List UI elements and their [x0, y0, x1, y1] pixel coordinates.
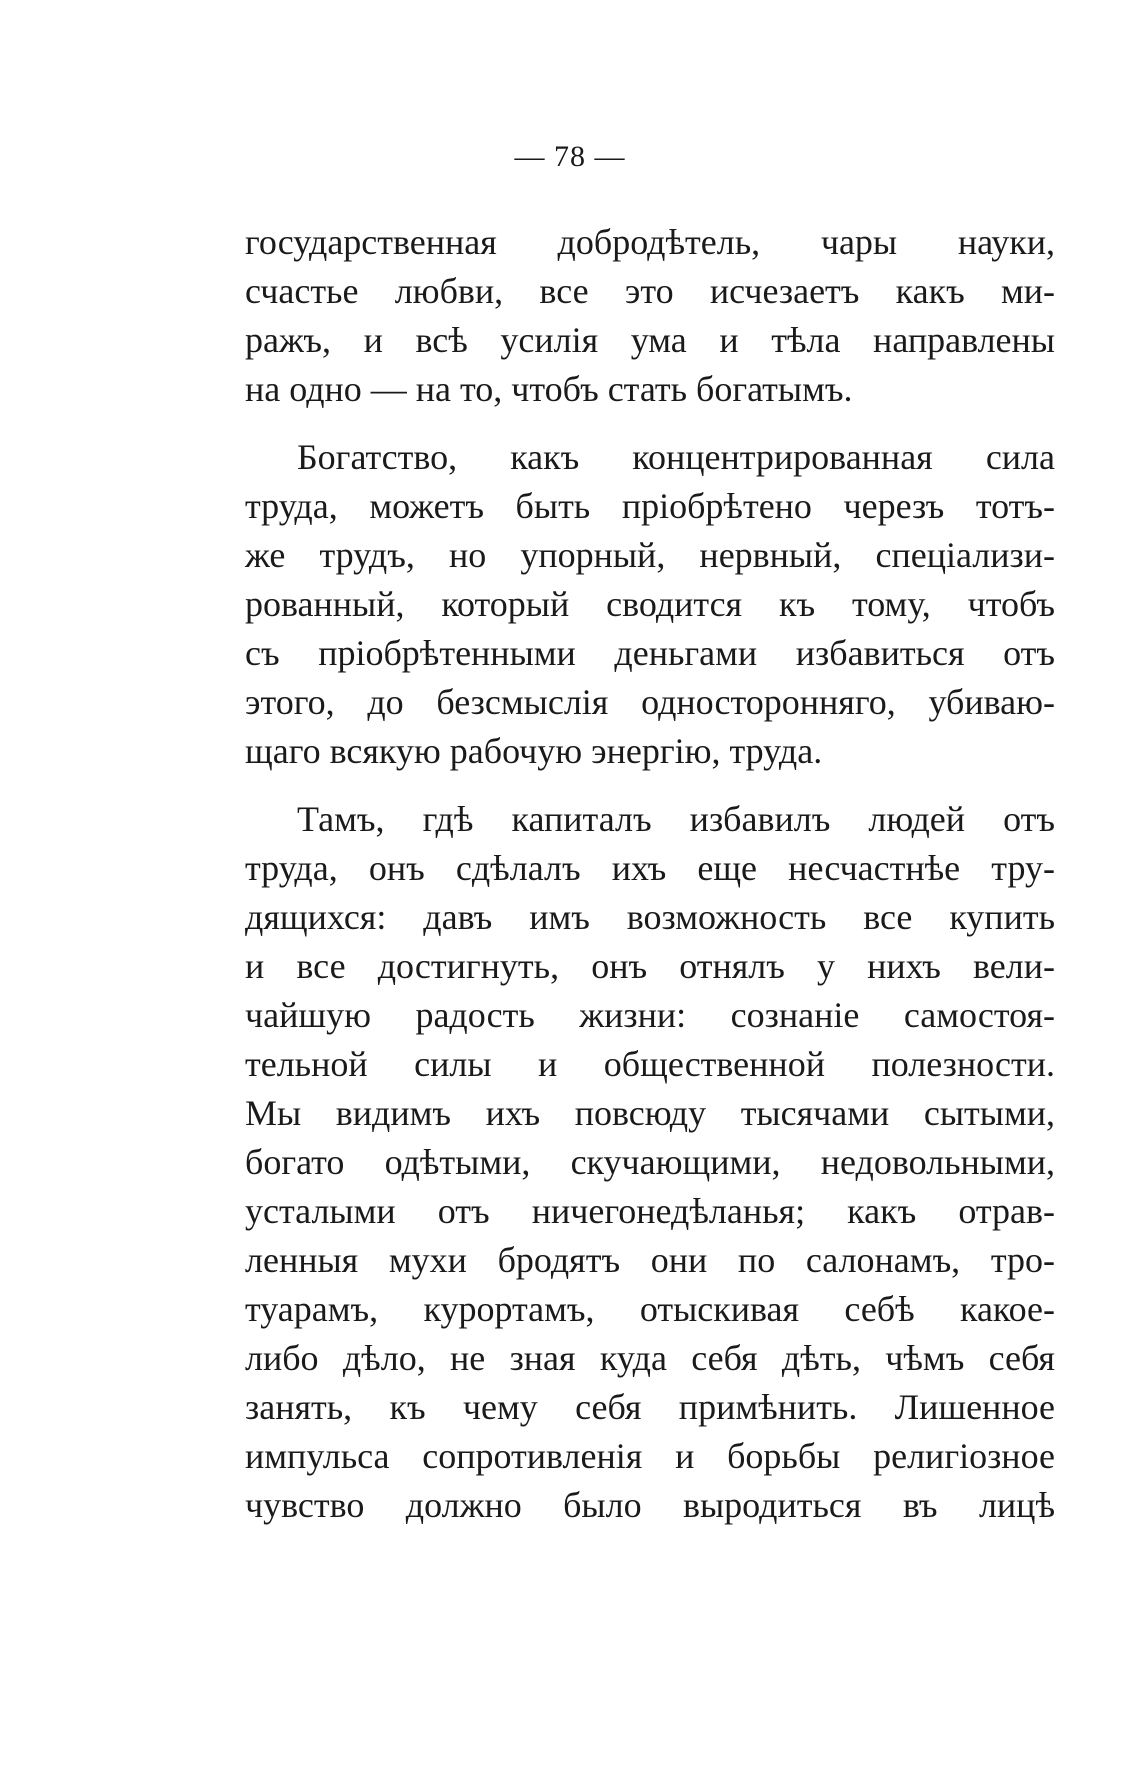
paragraph-1: [245, 218, 1055, 414]
text-line: этого, до безсмыслія односторонняго, убиваю-: [245, 682, 1055, 722]
text-line: Богатство, какъ концентрированная сила: [297, 437, 1055, 477]
paragraph-gap: [245, 414, 1055, 433]
page-number: — 78 —: [514, 140, 626, 173]
text-line: либо дѣло, не зная куда себя дѣть, чѣмъ себя: [245, 1338, 1055, 1378]
text-line: Тамъ, гдѣ капиталъ избавилъ людей отъ: [297, 799, 1055, 839]
text-line: тельной силы и общественной полезности.: [245, 1044, 1055, 1084]
text-line: счастье любви, все это исчезаетъ какъ ми-: [245, 271, 1055, 311]
text-line: труда, можетъ быть пріобрѣтено черезъ тотъ-: [245, 486, 1055, 526]
paragraph-gap: [245, 776, 1055, 795]
paragraph-2: [245, 433, 1055, 776]
paragraph-3: [245, 795, 1055, 1530]
text-line: чувство должно было выродиться въ лицѣ: [245, 1485, 1055, 1525]
text-line: ленныя мухи бродятъ они по салонамъ, тро-: [245, 1240, 1055, 1280]
text-line: труда, онъ сдѣлалъ ихъ еще несчастнѣе тру-: [245, 848, 1055, 888]
text-line: съ пріобрѣтенными деньгами избавиться отъ: [245, 633, 1055, 673]
text-line: занять, къ чему себя примѣнить. Лишенное: [245, 1387, 1055, 1427]
text-line: щаго всякую рабочую энергію, труда.: [245, 731, 823, 771]
body-text: [245, 218, 1055, 1530]
text-line: ражъ, и всѣ усилія ума и тѣла направлены: [245, 320, 1055, 360]
text-line: Мы видимъ ихъ повсюду тысячами сытыми,: [245, 1093, 1055, 1133]
text-line: на одно — на то, чтобъ стать богатымъ.: [245, 369, 853, 409]
text-line: усталыми отъ ничегонедѣланья; какъ отрав-: [245, 1191, 1055, 1231]
text-line: импульса сопротивленія и борьбы религіозное: [245, 1436, 1055, 1476]
text-line: рованный, который сводится къ тому, чтобъ: [245, 584, 1055, 624]
text-line: государственная добродѣтель, чары науки,: [245, 222, 1055, 262]
text-line: богато одѣтыми, скучающими, недовольными,: [245, 1142, 1055, 1182]
text-line: чайшую радость жизни: сознаніе самостоя-: [245, 995, 1055, 1035]
text-line: же трудъ, но упорный, нервный, спеціализи-: [245, 535, 1055, 575]
text-line: и все достигнуть, онъ отнялъ у нихъ вели-: [245, 946, 1055, 986]
text-line: туарамъ, курортамъ, отыскивая себѣ какое-: [245, 1289, 1055, 1329]
text-line: дящихся: давъ имъ возможность все купить: [245, 897, 1055, 937]
